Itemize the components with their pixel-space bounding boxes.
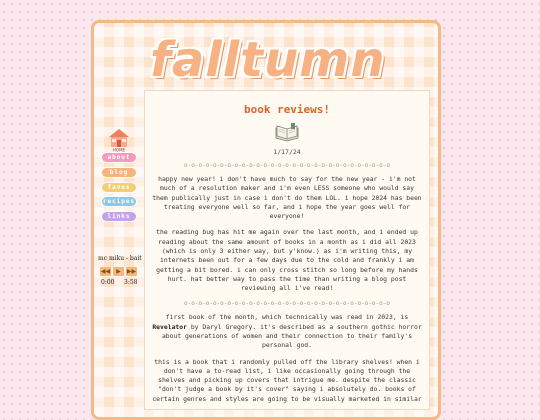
text-span: first book of the month, which technically was read in 2023, is xyxy=(165,313,409,322)
next-track-icon[interactable]: ▶▶ xyxy=(126,268,137,275)
divider: o-o-o-o-o-o-o-o-o-o-o-o-o-o-o-o-o-o-o-o-o-o-o-o-o-o-o-o-o xyxy=(184,162,390,169)
divider: o-o-o-o-o-o-o-o-o-o-o-o-o-o-o-o-o-o-o-o-o-o-o-o-o-o-o-o-o xyxy=(184,300,390,308)
post-paragraph: this is a book that i randomly pulled off the library shelves! when i don't have a to-read list, i like occasionally going through the shelves and picking up covers that intrigue me. despite the classic "don't judge a book by it's cover" saying i absolutely do. books of certain genres and styles are going to be visually marketed in similar xyxy=(152,357,422,403)
music-player xyxy=(98,255,144,289)
home-label: HOME xyxy=(112,147,126,152)
total-time: 3:58 xyxy=(124,279,138,286)
nav-about-button[interactable]: about xyxy=(102,153,136,162)
current-time: 0:00 xyxy=(101,279,115,286)
play-icon[interactable]: ▶ xyxy=(113,267,124,276)
book-title: Revelator xyxy=(152,322,187,331)
home-button[interactable] xyxy=(108,128,130,152)
nav-blog-button[interactable]: blog xyxy=(102,168,136,177)
post-paragraph: the reading bug has hit me again over the last month, and i ended up reading about the same amount of books in a month as i did all 2023 (which is only 3 either way, but y'know.) as i'm writing this, my internets been out for a few days due to the cold and frankly i am getting a bit bored. i can only cross stitch so long before my hands hurt. hat better way to pass the time than writing a blog post reviewing all i've read! xyxy=(156,228,418,293)
text-span: by Daryl Gregory. it's described as a southern gothic horror about generations of women and their connection to their family's personal god. xyxy=(161,322,422,350)
nav-faves-button[interactable]: faves xyxy=(102,183,136,192)
previous-track-icon[interactable]: ◀◀ xyxy=(100,268,111,275)
nav-recipes-button[interactable]: recipes xyxy=(102,198,136,205)
post-date: 1/17/24 xyxy=(273,148,301,156)
open-book-icon xyxy=(274,122,300,142)
post-content xyxy=(144,90,430,410)
house-icon xyxy=(108,128,130,152)
post-title: book reviews! xyxy=(243,103,331,116)
post-paragraph xyxy=(151,313,423,350)
song-title: mc miku - bait xyxy=(98,255,142,262)
site-logo[interactable]: falltumn xyxy=(150,32,386,88)
nav-links-button[interactable]: links xyxy=(102,212,136,221)
post-paragraph: happy new year! i don't have much to say for the new year - i'm not much of a resolution maker and i'm even LESS someone who would say them publically just in case i don't do them LOL. i hope 2024 has been treating everyone well so far, and i hope the year goes well for everyone! xyxy=(152,175,422,221)
